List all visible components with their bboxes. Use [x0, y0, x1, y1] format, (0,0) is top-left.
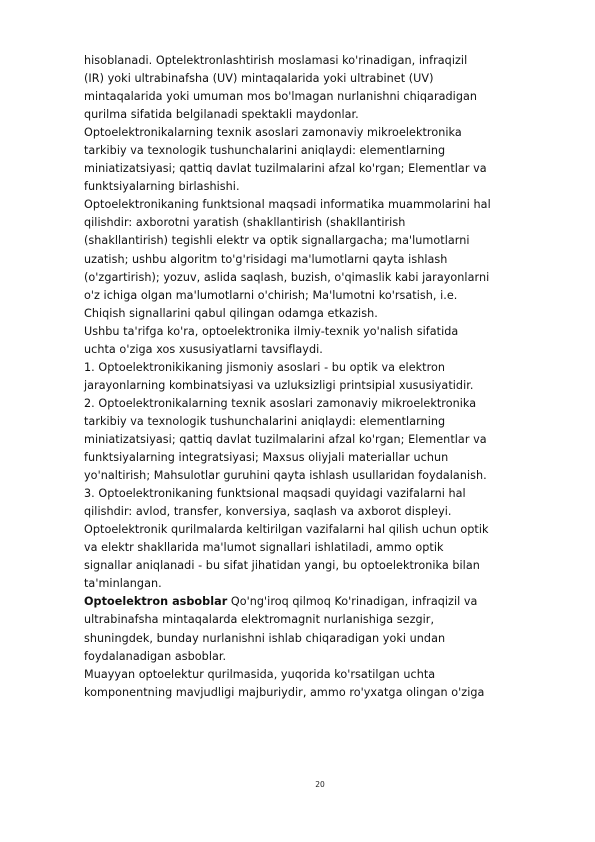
text-line: (o'zgartirish); yozuv, aslida saqlash, buzish, o'qimaslik kabi jarayonlarni	[84, 270, 490, 284]
text-line: Muayyan optoelektur qurilmasida, yuqorida ko'rsatilgan uchta	[84, 667, 436, 681]
definition-first-line	[84, 593, 554, 611]
text-line: hisoblanadi. Optelektronlashtirish moslamasi ko'rinadigan, infraqizil	[84, 54, 468, 67]
page-number: 20	[315, 780, 325, 789]
text-line: qilishdir: axborotni yaratish (shakllantirish (shakllantirish	[84, 216, 406, 230]
document-body	[84, 52, 554, 702]
definition-line: shuningdek, bunday nurlanishni ishlab chiqaradigan yoki undan	[84, 631, 446, 645]
text-line: uzatish; ushbu algoritm to'g'risidagi ma'lumotlarni qayta ishlash	[84, 252, 448, 266]
definition-text: Qo'ng'iroq qilmoq Ko'rinadigan, infraqizil va	[227, 595, 478, 609]
text-line: miniatizatsiyasi; qattiq davlat tuzilmalarini afzal ko'rgan; Elementlar va	[84, 162, 487, 176]
text-line: funktsiyalarning integratsiyasi; Maxsus oliyjali materiallar uchun	[84, 451, 449, 465]
text-line: 2. Optoelektronikalarning texnik asoslari zamonaviy mikroelektronika	[84, 396, 477, 410]
text-line: va elektr shakllarida ma'lumot signallari ishlatiladi, ammo optik	[84, 541, 444, 555]
definition-line: ultrabinafsha mintaqalarda elektromagnit nurlanishiga sezgir,	[84, 613, 435, 627]
text-line: uchta o'ziga xos xususiyatlarni tavsiflaydi.	[84, 342, 323, 356]
text-line: Ushbu ta'rifga ko'ra, optoelektronika ilmiy-texnik yo'nalish sifatida	[84, 324, 459, 338]
text-line: Chiqish signallarini qabul qilingan odamga etkazish.	[84, 306, 378, 320]
text-line: tarkibiy va texnologik tushunchalarini aniqlaydi: elementlarning	[84, 144, 446, 158]
text-line: miniatizatsiyasi; qattiq davlat tuzilmalarini afzal ko'rgan; Elementlar va	[84, 432, 487, 446]
text-line: o'z ichiga olgan ma'lumotlarni o'chirish; Ma'lumotni ko'rsatish, i.e.	[84, 288, 458, 302]
text-line: komponentning mavjudligi majburiydir, ammo ro'yxatga olingan o'ziga	[84, 685, 485, 699]
text-line: (shakllantirish) tegishli elektr va optik signallargacha; ma'lumotlarni	[84, 234, 470, 248]
text-line: tarkibiy va texnologik tushunchalarini aniqlaydi: elementlarning	[84, 414, 446, 428]
text-line: qurilma sifatida belgilanadi spektakli maydonlar.	[84, 108, 359, 122]
text-line: yo'naltirish; Mahsulotlar guruhini qayta ishlash usullaridan foydalanish.	[84, 469, 487, 483]
text-line: signallar aniqlanadi - bu sifat jihatidan yangi, bu optoelektronika bilan	[84, 559, 480, 573]
text-line: 1. Optoelektronikikaning jismoniy asoslari - bu optik va elektron	[84, 360, 446, 374]
text-line: Optoelektronikalarning texnik asoslari zamonaviy mikroelektronika	[84, 126, 462, 140]
text-line: ta'minlangan.	[84, 577, 162, 591]
definition-term: Optoelektron asboblar	[84, 595, 228, 609]
text-line: qilishdir: avlod, transfer, konversiya, saqlash va axborot displeyi.	[84, 505, 452, 519]
definition-line: foydalanadigan asboblar.	[84, 649, 227, 663]
text-line: Optoelektronik qurilmalarda keltirilgan vazifalarni hal qilish uchun optik	[84, 523, 489, 537]
text-line: (IR) yoki ultrabinafsha (UV) mintaqalarida yoki ultrabinet (UV)	[84, 72, 434, 86]
text-line: mintaqalarida yoki umuman mos bo'lmagan nurlanishni chiqaradigan	[84, 90, 478, 104]
text-line: 3. Optoelektronikaning funktsional maqsadi quyidagi vazifalarni hal	[84, 487, 466, 501]
text-line: funktsiyalarning birlashishi.	[84, 180, 240, 194]
text-line: jarayonlarning kombinatsiyasi va uzluksizligi printsipial xususiyatidir.	[84, 378, 474, 392]
text-line: Optoelektronikaning funktsional maqsadi informatika muammolarini hal	[84, 198, 491, 212]
